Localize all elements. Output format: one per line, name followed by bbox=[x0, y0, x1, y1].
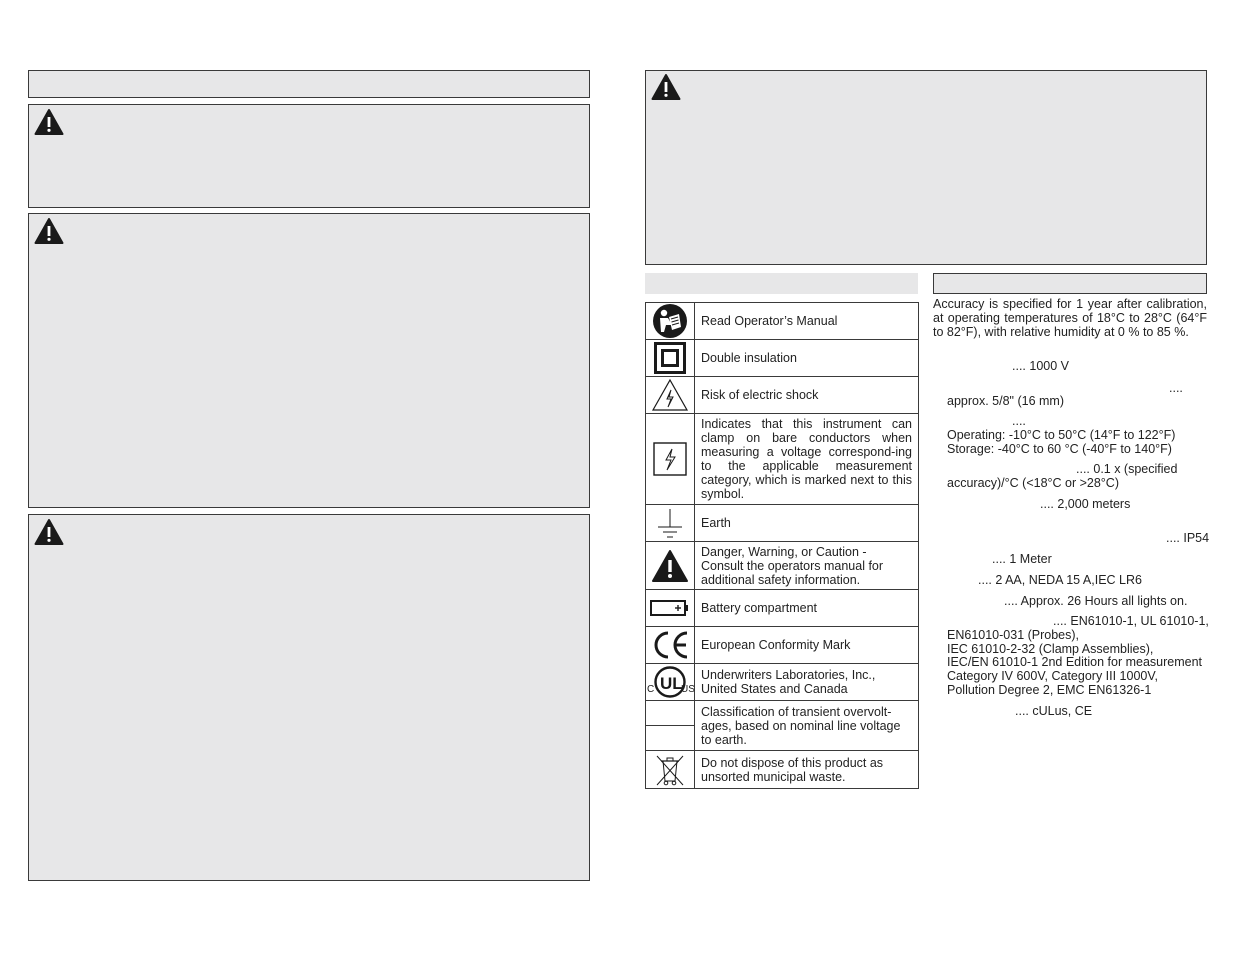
warning-box-right bbox=[645, 70, 1207, 265]
warning-box-3 bbox=[28, 514, 590, 881]
weee-bin-icon bbox=[653, 753, 687, 787]
specifications-header bbox=[933, 273, 1207, 294]
bare-conductor-icon bbox=[652, 441, 688, 477]
symbol-description: Read Operator’s Manual bbox=[695, 303, 919, 340]
symbol-description: Do not dispose of this product as unsorted municipal waste. bbox=[695, 751, 919, 789]
svg-text:US: US bbox=[681, 684, 695, 695]
table-row bbox=[646, 701, 919, 726]
spec-line: .... EN61010-1, UL 61010-1, bbox=[1053, 614, 1209, 628]
warning-triangle-icon bbox=[34, 108, 64, 136]
symbol-description: European Conformity Mark bbox=[695, 627, 919, 664]
spec-line: IEC/EN 61010-1 2nd Edition for measurement bbox=[947, 655, 1202, 669]
symbology-header bbox=[645, 273, 918, 294]
table-row bbox=[646, 542, 919, 590]
symbol-description: Earth bbox=[695, 505, 919, 542]
spec-line: .... cULus, CE bbox=[1015, 704, 1093, 718]
spec-line: accuracy)/°C (<18°C or >28°C) bbox=[947, 476, 1119, 490]
symbol-description: Battery compartment bbox=[695, 590, 919, 627]
spec-line: .... bbox=[1169, 381, 1183, 395]
spec-line: .... bbox=[1012, 414, 1026, 428]
spec-line: .... 1 Meter bbox=[992, 552, 1052, 566]
warning-triangle-icon bbox=[34, 217, 64, 245]
spec-line: .... 2 AA, NEDA 15 A,IEC LR6 bbox=[978, 573, 1142, 587]
symbol-description: Classification of transient overvolt-ages, based on nominal line voltage to earth. bbox=[695, 701, 919, 751]
spec-line: .... Approx. 26 Hours all lights on. bbox=[1004, 594, 1188, 608]
table-row bbox=[646, 590, 919, 627]
ce-mark-icon bbox=[650, 630, 690, 660]
spec-line: IEC 61010-2-32 (Clamp Assemblies), bbox=[947, 642, 1154, 656]
warning-box-2 bbox=[28, 213, 590, 508]
spec-line: .... 0.1 x (specified bbox=[1076, 462, 1178, 476]
table-row bbox=[646, 377, 919, 414]
symbol-description: Risk of electric shock bbox=[695, 377, 919, 414]
section-title-bar bbox=[28, 70, 590, 98]
table-row bbox=[646, 303, 919, 340]
spec-line: approx. 5/8" (16 mm) bbox=[947, 394, 1064, 408]
symbol-description: Danger, Warning, or Caution - Consult the operators manual for additional safety information. bbox=[695, 542, 919, 590]
symbol-description: Double insulation bbox=[695, 340, 919, 377]
battery-icon bbox=[650, 599, 690, 617]
table-row bbox=[646, 505, 919, 542]
table-row bbox=[646, 340, 919, 377]
spec-line: .... IP54 bbox=[1166, 531, 1210, 545]
spec-intro: Accuracy is specified for 1 year after calibration, at operating temperatures of 18°C to 28°C (64°F to 82°F), with relative humidity at 0 % to 85 %. bbox=[933, 297, 1207, 339]
spec-line: EN61010-031 (Probes), bbox=[947, 628, 1080, 642]
spec-line: .... 2,000 meters bbox=[1040, 497, 1131, 511]
spec-line: Operating: -10°C to 50°C (14°F to 122°F) bbox=[947, 428, 1176, 442]
table-row bbox=[646, 751, 919, 789]
cul-us-icon bbox=[647, 665, 693, 699]
electric-shock-icon bbox=[651, 378, 689, 412]
symbol-description: Indicates that this instrument can clamp on bare conductors when measuring a voltage correspond-ing to the applicable measurement category, which is marked next to this symbol. bbox=[695, 414, 919, 505]
spec-line: Storage: -40°C to 60 °C (-40°F to 140°F) bbox=[947, 442, 1172, 456]
table-row bbox=[646, 414, 919, 505]
double-insulation-icon bbox=[654, 342, 686, 374]
warning-box-1 bbox=[28, 104, 590, 208]
table-row bbox=[646, 627, 919, 664]
symbol-description: Underwriters Laboratories, Inc., United States and Canada bbox=[695, 664, 919, 701]
earth-ground-icon bbox=[655, 507, 685, 539]
warning-triangle-icon bbox=[34, 518, 64, 546]
svg-text:UL: UL bbox=[660, 674, 683, 693]
spec-line: .... 1000 V bbox=[1012, 359, 1069, 373]
symbology-table bbox=[645, 302, 919, 789]
spec-line: Pollution Degree 2, EMC EN61326-1 bbox=[947, 683, 1152, 697]
spec-line: Category IV 600V, Category III 1000V, bbox=[947, 669, 1159, 683]
read-manual-icon bbox=[652, 303, 688, 339]
danger-triangle-icon bbox=[651, 549, 689, 583]
table-row bbox=[646, 664, 919, 701]
warning-triangle-icon bbox=[651, 73, 681, 101]
svg-text:C: C bbox=[647, 684, 655, 695]
